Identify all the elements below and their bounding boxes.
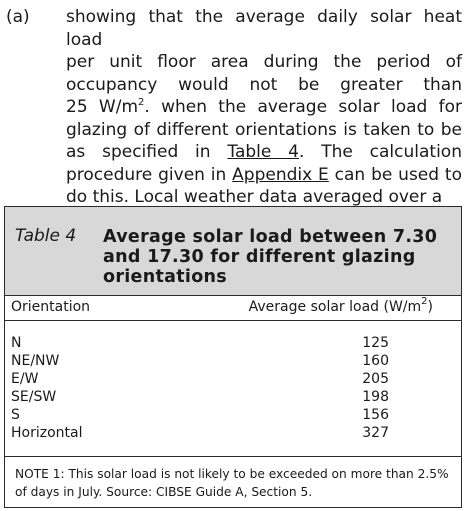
table-4-link[interactable]: Table 4 bbox=[227, 142, 299, 162]
table-row bbox=[11, 353, 455, 371]
list-marker: (a) bbox=[6, 7, 30, 27]
table-row bbox=[11, 389, 455, 407]
table-row bbox=[11, 335, 455, 353]
superscript: 2 bbox=[421, 296, 428, 307]
text-fragment: 25 W/m bbox=[66, 97, 139, 117]
table-note: NOTE 1: This solar load is not likely to be exceeded on more than 2.5% of days in July. Source: CIBSE Guide A, Section 5. bbox=[15, 467, 449, 499]
text-line: per unit floor area during the period of bbox=[66, 52, 462, 72]
column-header-average-solar-load bbox=[248, 296, 433, 315]
load-cell: 327 bbox=[362, 425, 389, 441]
header-fragment: Average solar load (W/m bbox=[248, 299, 422, 315]
text-line bbox=[66, 96, 462, 119]
appendix-e-link[interactable]: Appendix E bbox=[232, 164, 329, 185]
load-cell: 205 bbox=[362, 371, 389, 387]
table-row bbox=[11, 371, 455, 389]
text-line: glazing of different orientations is taken to be bbox=[66, 119, 462, 140]
text-fragment: can be used to bbox=[328, 164, 462, 185]
orientation-cell: Horizontal bbox=[11, 425, 83, 441]
table-label: Table 4 bbox=[15, 226, 77, 246]
orientation-cell: E/W bbox=[11, 371, 39, 387]
orientation-cell: N bbox=[11, 335, 22, 351]
orientation-cell: SE/SW bbox=[11, 389, 57, 405]
text-line bbox=[66, 141, 462, 164]
text-fragment: as specified in bbox=[66, 142, 228, 162]
load-cell: 125 bbox=[362, 335, 389, 351]
load-cell: 156 bbox=[362, 407, 389, 423]
text-line: showing that the average daily solar heat load bbox=[66, 7, 462, 50]
text-fragment: procedure given in bbox=[66, 164, 233, 185]
table-4 bbox=[4, 206, 462, 508]
table-body bbox=[11, 335, 455, 443]
table-header bbox=[5, 207, 461, 296]
paragraph-text bbox=[66, 6, 462, 209]
orientation-cell: NE/NW bbox=[11, 353, 60, 369]
table-row bbox=[11, 425, 455, 443]
header-fragment: ) bbox=[427, 299, 433, 315]
text-fragment: . when the average solar load for bbox=[144, 97, 462, 117]
load-cell: 198 bbox=[362, 389, 389, 405]
table-row bbox=[11, 407, 455, 425]
column-header-orientation: Orientation bbox=[11, 299, 91, 315]
load-cell: 160 bbox=[362, 353, 389, 369]
text-line: occupancy would not be greater than bbox=[66, 74, 462, 95]
table-title: Average solar load between 7.30 and 17.30 for different glazing orientations bbox=[103, 227, 438, 287]
text-line: do this. Local weather data averaged over a bbox=[66, 187, 443, 207]
divider bbox=[5, 456, 461, 457]
divider bbox=[5, 320, 461, 321]
superscript: 2 bbox=[138, 97, 145, 108]
text-fragment: . The calculation bbox=[299, 142, 462, 162]
orientation-cell: S bbox=[11, 407, 20, 423]
text-line bbox=[66, 164, 462, 187]
